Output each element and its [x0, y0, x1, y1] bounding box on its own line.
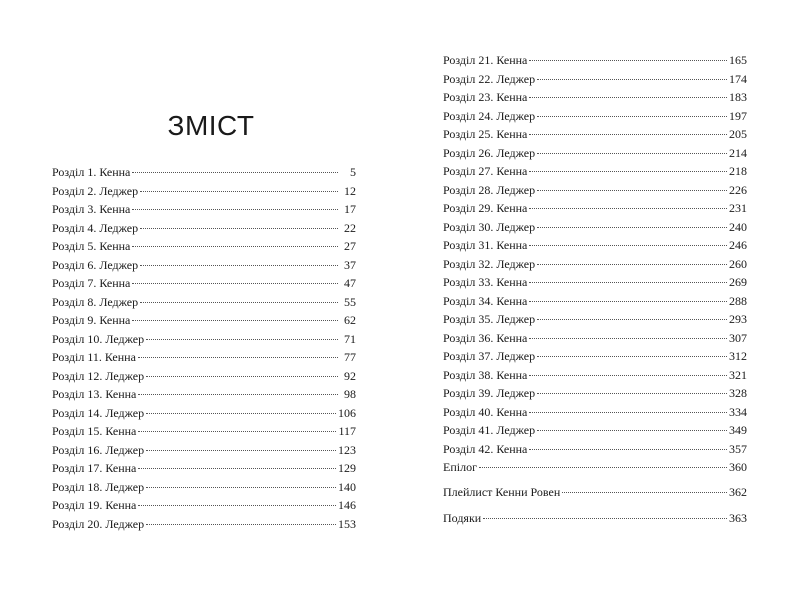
toc-entry-page: 260	[729, 256, 747, 271]
toc-entry	[52, 422, 356, 441]
dot-leader	[146, 450, 336, 451]
toc-entry-label: Розділ 34. Кенна	[443, 293, 528, 308]
toc-entry	[52, 459, 356, 478]
toc-entry-label: Розділ 6. Леджер	[52, 257, 139, 272]
dot-leader	[537, 430, 727, 431]
toc-entry-label: Розділ 24. Леджер	[443, 108, 536, 123]
dot-leader	[537, 393, 727, 394]
dot-leader	[529, 338, 727, 339]
toc-entry	[443, 384, 747, 403]
toc-entry-label: Розділ 35. Леджер	[443, 312, 536, 326]
dot-leader	[537, 116, 727, 117]
dot-leader	[140, 265, 338, 266]
toc-entry-page: 226	[729, 182, 747, 197]
toc-entry	[52, 274, 356, 293]
toc-entry-label: Розділ 27. Кенна	[443, 164, 528, 178]
dot-leader	[537, 79, 727, 80]
toc-entry-label: Розділ 9. Кенна	[52, 313, 131, 327]
toc-right-column	[443, 51, 747, 528]
toc-entry-page: 123	[338, 442, 356, 457]
toc-entry	[52, 219, 356, 238]
toc-entry	[52, 385, 356, 404]
dot-leader	[146, 524, 336, 525]
toc-entry-label: Розділ 12. Леджер	[52, 368, 145, 383]
toc-entry-page: 362	[729, 484, 747, 499]
toc-entry-label: Розділ 26. Леджер	[443, 145, 536, 160]
dot-leader	[537, 153, 727, 154]
dot-leader	[132, 172, 338, 173]
toc-entry-page: 321	[729, 367, 747, 382]
toc-entry-page: 129	[338, 461, 356, 475]
toc-entry	[52, 293, 356, 312]
toc-entry	[443, 51, 747, 70]
dot-leader	[529, 208, 727, 209]
toc-entry-page: 214	[729, 145, 747, 160]
toc-entry	[443, 366, 747, 385]
toc-entry-playlist	[443, 483, 747, 502]
dot-leader	[140, 191, 338, 192]
toc-entry-page: 328	[729, 386, 747, 400]
dot-leader	[529, 375, 727, 376]
toc-entry-page: 5	[350, 165, 356, 179]
toc-entry	[52, 237, 356, 256]
toc-entry	[443, 421, 747, 440]
toc-entry-label: Розділ 33. Кенна	[443, 275, 528, 289]
toc-entry-label: Подяки	[443, 511, 482, 525]
toc-entry	[443, 218, 747, 237]
dot-leader	[537, 227, 727, 228]
toc-entry-epilogue	[443, 458, 747, 477]
toc-entry	[443, 125, 747, 144]
toc-entry	[443, 292, 747, 311]
toc-entry-label: Розділ 4. Леджер	[52, 220, 139, 235]
toc-entry-page: 231	[729, 201, 747, 215]
toc-entry-label: Розділ 40. Кенна	[443, 404, 528, 419]
toc-entry-label: Розділ 10. Леджер	[52, 331, 145, 346]
toc-entry-page: 62	[344, 313, 356, 327]
toc-entry-page: 106	[338, 405, 356, 420]
toc-entry-label: Розділ 37. Леджер	[443, 349, 536, 363]
toc-entry-label: Розділ 19. Кенна	[52, 498, 137, 512]
page-title: ЗМІСТ	[167, 110, 255, 141]
toc-entry	[443, 347, 747, 366]
toc-entry-label: Розділ 22. Леджер	[443, 71, 536, 86]
toc-entry-page: 117	[338, 424, 356, 438]
dot-leader	[140, 302, 338, 303]
dot-leader	[529, 171, 727, 172]
toc-entry-label: Розділ 7. Кенна	[52, 276, 131, 290]
dot-leader	[479, 467, 727, 468]
dot-leader	[146, 376, 338, 377]
dot-leader	[529, 301, 727, 302]
toc-entry-page: 153	[338, 516, 356, 531]
dot-leader	[146, 339, 338, 340]
toc-entry-page: 140	[338, 479, 356, 494]
toc-entry-page: 146	[338, 498, 356, 512]
toc-entry-page: 357	[729, 441, 747, 456]
dot-leader	[483, 518, 727, 519]
toc-entry-label: Розділ 41. Леджер	[443, 423, 536, 437]
toc-entry-label: Розділ 38. Кенна	[443, 367, 528, 382]
toc-entry-label: Розділ 21. Кенна	[443, 53, 528, 67]
toc-entry-label: Розділ 28. Леджер	[443, 182, 536, 197]
toc-entry-page: 174	[729, 71, 747, 86]
toc-entry-acknowledgements	[443, 509, 747, 528]
toc-entry-label: Розділ 2. Леджер	[52, 183, 139, 198]
dot-leader	[138, 505, 336, 506]
toc-entry-label: Розділ 17. Кенна	[52, 461, 137, 475]
dot-leader	[132, 209, 338, 210]
dot-leader	[529, 134, 727, 135]
toc-entry-label: Розділ 18. Леджер	[52, 479, 145, 494]
toc-entry-label: Розділ 1. Кенна	[52, 165, 131, 179]
dot-leader	[529, 97, 727, 98]
toc-entry	[443, 199, 747, 218]
toc-entry-page: 197	[729, 108, 747, 123]
toc-entry	[52, 478, 356, 497]
dot-leader	[529, 245, 727, 246]
toc-entry-page: 183	[729, 90, 747, 104]
toc-entry	[443, 255, 747, 274]
toc-entry-label: Епілог	[443, 460, 477, 474]
toc-entry-label: Розділ 31. Кенна	[443, 238, 528, 252]
toc-entry-label: Розділ 8. Леджер	[52, 294, 139, 309]
toc-entry	[443, 403, 747, 422]
toc-entry-label: Розділ 25. Кенна	[443, 127, 528, 141]
dot-leader	[529, 60, 727, 61]
dot-leader	[138, 394, 338, 395]
toc-entry-page: 312	[729, 349, 747, 363]
toc-entry-page: 165	[729, 53, 747, 67]
toc-left-column	[52, 163, 356, 533]
toc-entry-label: Розділ 13. Кенна	[52, 387, 137, 401]
toc-entry-page: 47	[344, 276, 356, 290]
toc-entry-label: Розділ 30. Леджер	[443, 219, 536, 234]
toc-entry	[443, 273, 747, 292]
toc-entry	[443, 144, 747, 163]
toc-entry-label: Розділ 23. Кенна	[443, 90, 528, 104]
toc-entry	[443, 70, 747, 89]
toc-entry-label: Розділ 15. Кенна	[52, 424, 137, 438]
toc-entry	[52, 330, 356, 349]
toc-entry-label: Розділ 3. Кенна	[52, 202, 131, 216]
toc-entry	[52, 311, 356, 330]
toc-entry-label: Розділ 32. Леджер	[443, 256, 536, 271]
toc-entry-page: 269	[729, 275, 747, 289]
toc-entry	[443, 107, 747, 126]
toc-entry-page: 27	[344, 239, 356, 253]
toc-entry	[52, 441, 356, 460]
dot-leader	[529, 412, 727, 413]
toc-entry-page: 334	[729, 404, 747, 419]
toc-entry-page: 218	[729, 164, 747, 178]
dot-leader	[529, 449, 727, 450]
toc-entry	[443, 236, 747, 255]
dot-leader	[537, 190, 727, 191]
toc-entry-label: Розділ 20. Леджер	[52, 516, 145, 531]
toc-entry-label: Розділ 16. Леджер	[52, 442, 145, 457]
toc-entry-label: Розділ 29. Кенна	[443, 201, 528, 215]
toc-entry	[52, 348, 356, 367]
toc-entry-page: 22	[344, 220, 356, 235]
toc-entry-page: 71	[344, 331, 356, 346]
toc-entry-label: Плейлист Кенни Ровен	[443, 484, 561, 499]
dot-leader	[529, 282, 727, 283]
toc-entry-label: Розділ 36. Кенна	[443, 330, 528, 345]
toc-entry	[52, 256, 356, 275]
toc-entry	[52, 182, 356, 201]
toc-entry-page: 288	[729, 293, 747, 308]
toc-entry-page: 363	[729, 511, 747, 525]
toc-entry-page: 77	[344, 350, 356, 364]
toc-entry-page: 37	[344, 257, 356, 272]
toc-entry-page: 240	[729, 219, 747, 234]
toc-entry	[52, 367, 356, 386]
toc-entry	[443, 329, 747, 348]
toc-entry-page: 17	[344, 202, 356, 216]
toc-entry-page: 205	[729, 127, 747, 141]
toc-entry-label: Розділ 5. Кенна	[52, 239, 131, 253]
toc-entry-page: 349	[729, 423, 747, 437]
dot-leader	[537, 319, 727, 320]
dot-leader	[138, 468, 336, 469]
dot-leader	[138, 357, 338, 358]
dot-leader	[537, 264, 727, 265]
toc-entry-label: Розділ 39. Леджер	[443, 386, 536, 400]
toc-entry	[443, 440, 747, 459]
toc-entry-page: 360	[729, 460, 747, 474]
dot-leader	[146, 487, 336, 488]
dot-leader	[146, 413, 336, 414]
dot-leader	[562, 492, 727, 493]
toc-entry	[52, 163, 356, 182]
dot-leader	[140, 228, 338, 229]
toc-entry-label: Розділ 11. Кенна	[52, 350, 136, 364]
toc-entry	[443, 310, 747, 329]
toc-entry	[443, 181, 747, 200]
dot-leader	[132, 320, 338, 321]
toc-entry-page: 246	[729, 238, 747, 252]
toc-entry-label: Розділ 42. Кенна	[443, 441, 528, 456]
toc-entry	[52, 496, 356, 515]
dot-leader	[132, 246, 338, 247]
toc-entry-page: 12	[344, 183, 356, 198]
dot-leader	[132, 283, 338, 284]
toc-entry-page: 307	[729, 330, 747, 345]
toc-entry-page: 92	[344, 368, 356, 383]
toc-entry-label: Розділ 14. Леджер	[52, 405, 145, 420]
toc-entry	[443, 88, 747, 107]
dot-leader	[138, 431, 336, 432]
toc-entry	[52, 200, 356, 219]
toc-entry-page: 55	[344, 294, 356, 309]
toc-entry	[52, 515, 356, 534]
toc-entry-page: 293	[729, 312, 747, 326]
toc-entry	[52, 404, 356, 423]
toc-entry	[443, 162, 747, 181]
dot-leader	[537, 356, 727, 357]
toc-entry-page: 98	[344, 387, 356, 401]
